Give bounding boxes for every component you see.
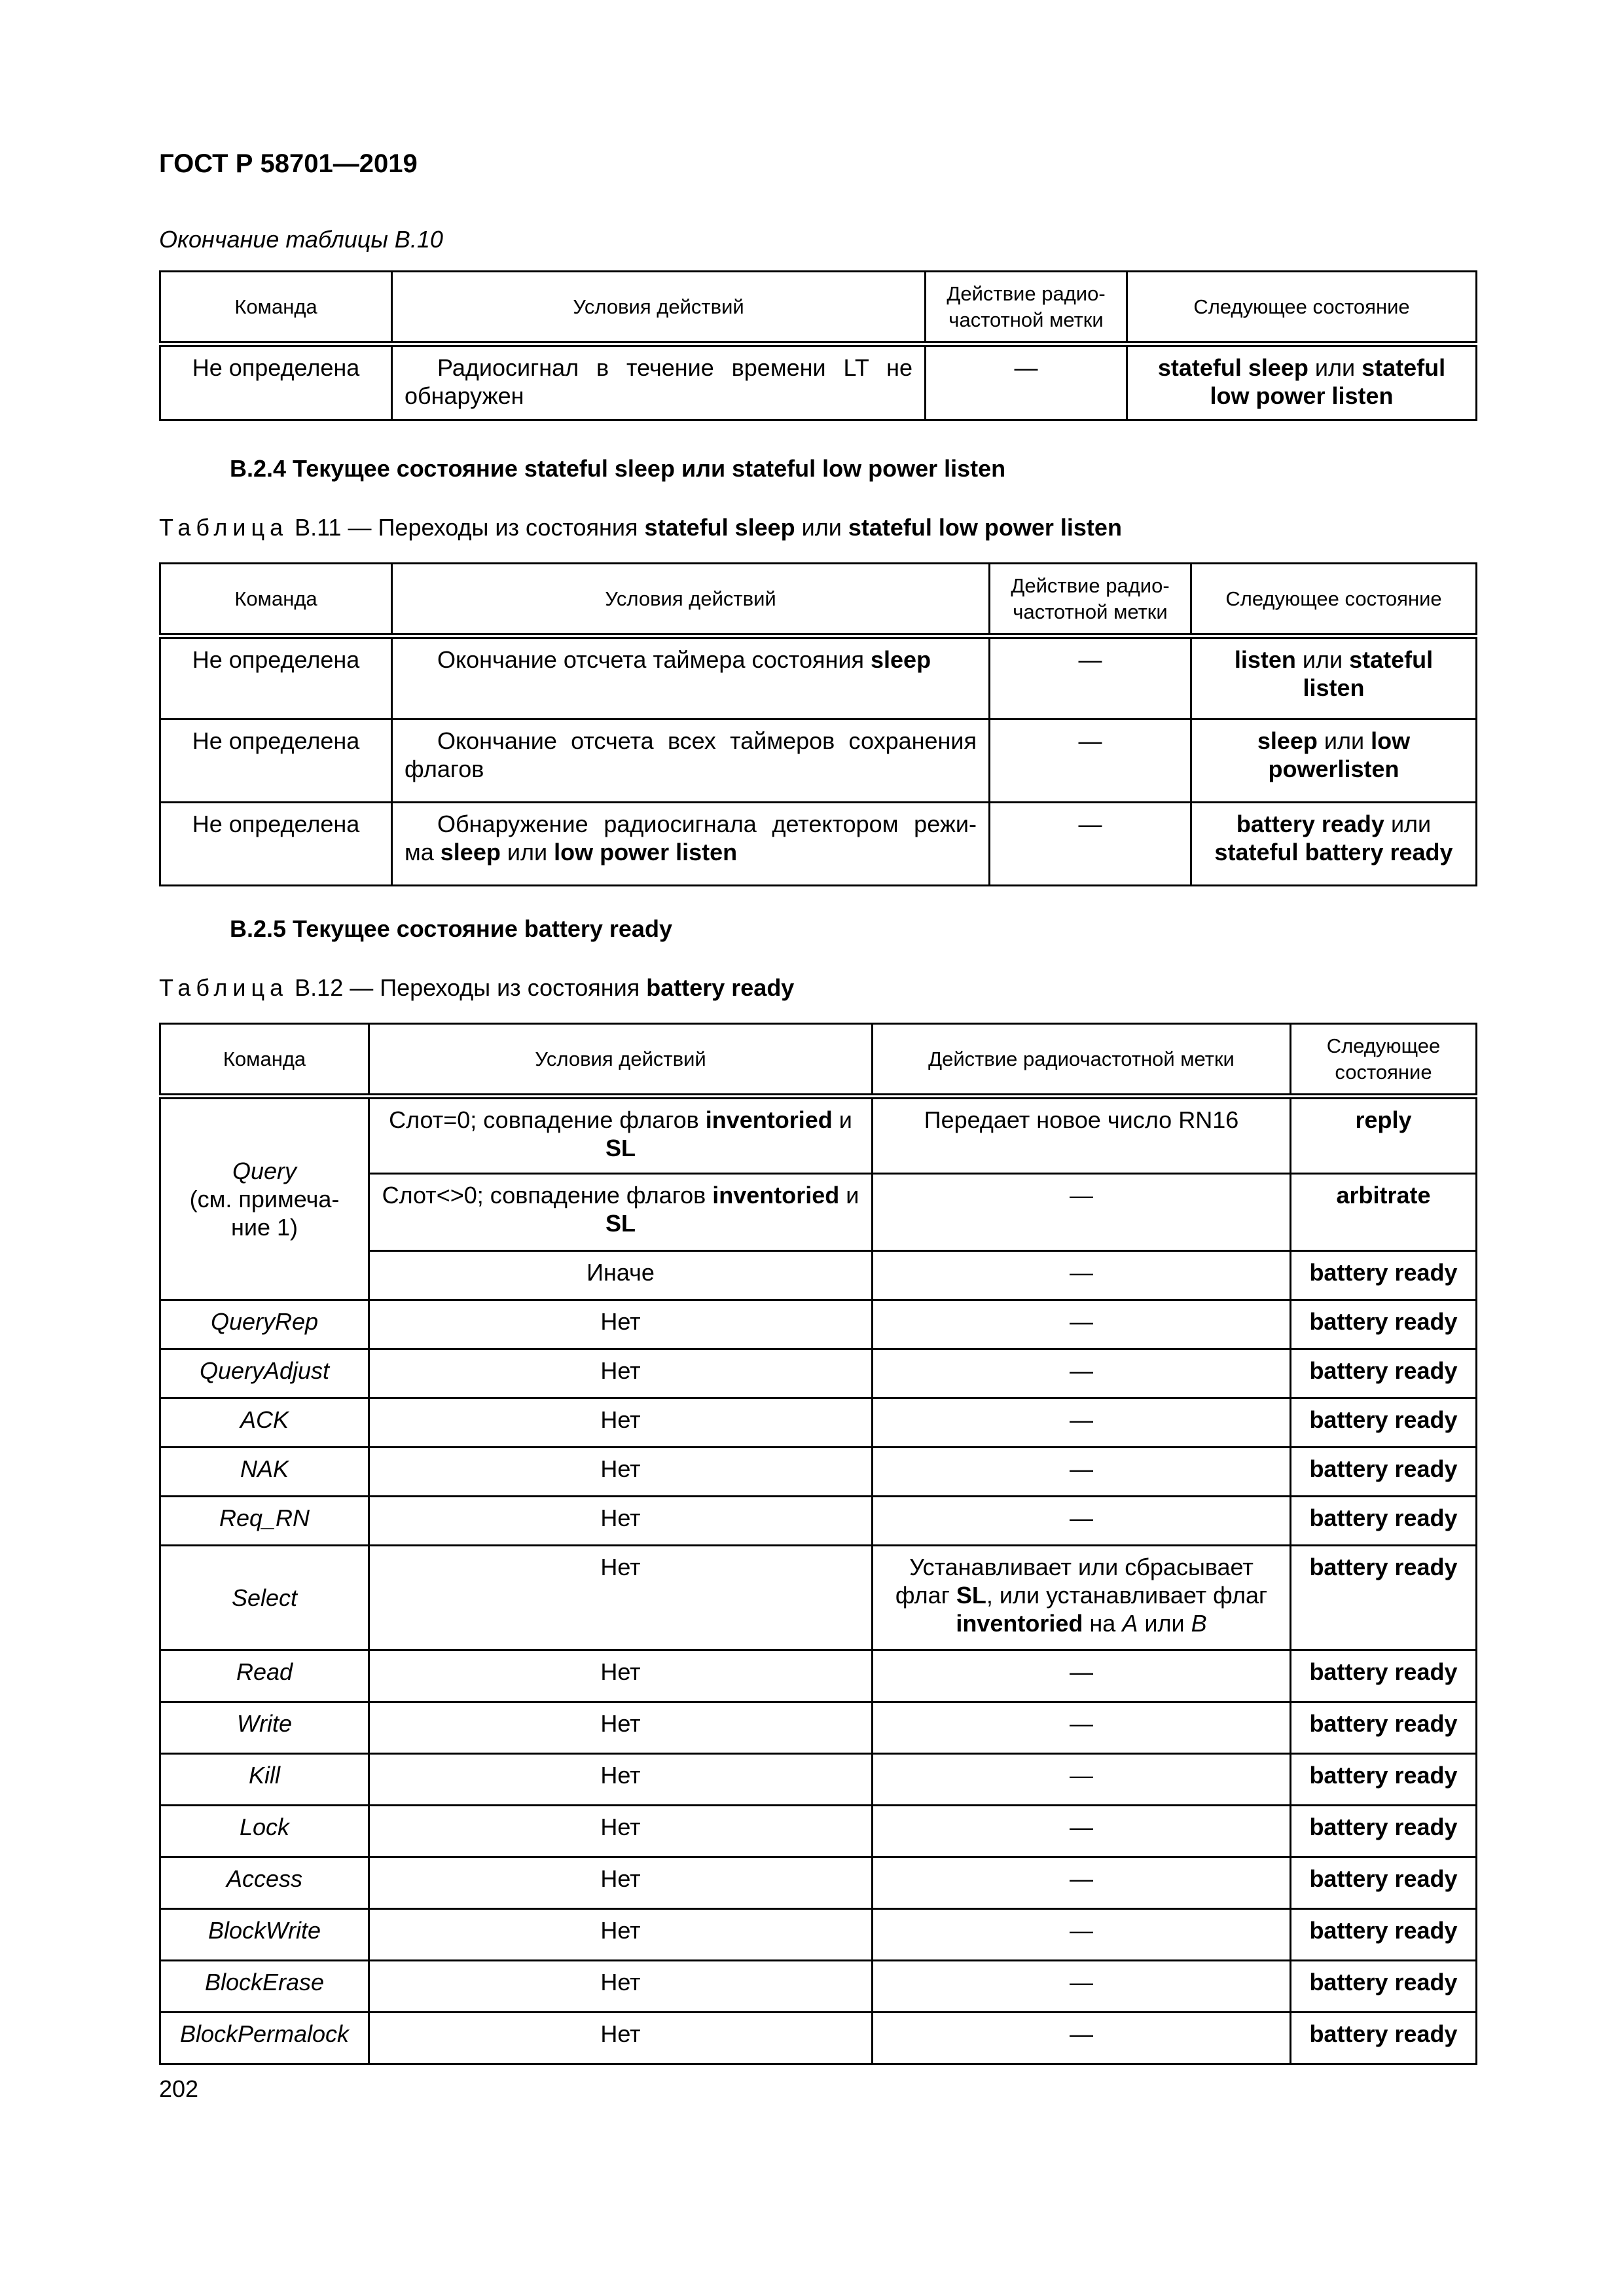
cell-condition: Радиосигнал в течение времени LT не обнаружен	[392, 344, 926, 420]
cell-next-state: battery ready	[1291, 1754, 1477, 1806]
cell-next-state: battery ready	[1291, 1909, 1477, 1961]
cell-command: Lock	[160, 1806, 369, 1857]
condition-state-2: low power listen	[554, 839, 738, 866]
next-state-b: stateful battery ready	[1214, 839, 1453, 866]
table-row	[160, 344, 1477, 420]
cell-next-state: battery ready	[1291, 1497, 1477, 1546]
flag-inventoried: inventoried	[712, 1182, 840, 1209]
cell-next-state: battery ready	[1291, 1251, 1477, 1300]
table-row	[160, 1497, 1477, 1546]
value-b: B	[1191, 1610, 1207, 1637]
cell-action: —	[990, 720, 1191, 803]
cell-action: —	[990, 803, 1191, 886]
action-text-4: или	[1138, 1610, 1191, 1637]
header-tag-action	[926, 272, 1127, 344]
cell-action: —	[873, 1251, 1291, 1300]
table-row	[160, 1300, 1477, 1349]
next-state-a: battery ready	[1236, 811, 1384, 837]
cell-condition: Нет	[369, 1398, 873, 1448]
cell-command: Не определена	[160, 803, 392, 886]
table-row	[160, 1650, 1477, 1702]
cell-action: —	[873, 1806, 1291, 1857]
cell-action: —	[873, 1857, 1291, 1909]
next-state-a: stateful sleep	[1157, 354, 1308, 381]
flag-inventoried: inventoried	[705, 1106, 833, 1133]
cell-next-state: battery ready	[1291, 1398, 1477, 1448]
table-row	[160, 1349, 1477, 1398]
condition-state: sleep	[871, 646, 931, 673]
cell-condition: Нет	[369, 1497, 873, 1546]
cell-action: —	[873, 1961, 1291, 2013]
cell-condition: Нет	[369, 1806, 873, 1857]
condition-and: и	[839, 1182, 859, 1209]
action-text-3: на	[1083, 1610, 1123, 1637]
cell-command: QueryAdjust	[160, 1349, 369, 1398]
table-header-row	[160, 1024, 1477, 1097]
cell-action: —	[873, 1754, 1291, 1806]
cell-next-state: battery ready	[1291, 1300, 1477, 1349]
next-state-b: low powerlisten	[1268, 727, 1411, 782]
table-row	[160, 636, 1477, 720]
cell-condition	[392, 636, 990, 720]
cell-command: NAK	[160, 1448, 369, 1497]
table-row	[160, 1754, 1477, 1806]
cell-condition: Нет	[369, 1546, 873, 1650]
cell-condition: Иначе	[369, 1251, 873, 1300]
header-tag-action	[990, 564, 1191, 636]
command-query: Query	[232, 1157, 297, 1184]
cell-action: —	[873, 1497, 1291, 1546]
cell-next-state: battery ready	[1291, 1349, 1477, 1398]
cell-next-state: battery ready	[1291, 1857, 1477, 1909]
header-conditions: Условия действий	[392, 564, 990, 636]
next-state-a: listen	[1234, 646, 1296, 673]
header-next-state: Следующее состояние	[1191, 564, 1477, 636]
cell-condition: Нет	[369, 1448, 873, 1497]
table-row	[160, 1857, 1477, 1909]
cell-action: —	[873, 2013, 1291, 2064]
next-state-a: sleep	[1257, 727, 1318, 754]
cell-condition: Нет	[369, 1857, 873, 1909]
cell-condition: Нет	[369, 1349, 873, 1398]
cell-action: —	[873, 1174, 1291, 1251]
cell-next-state	[1191, 720, 1477, 803]
cell-command: Не определена	[160, 636, 392, 720]
cell-command: BlockErase	[160, 1961, 369, 2013]
flag-sl: SL	[605, 1135, 636, 1161]
cell-action: —	[873, 1398, 1291, 1448]
condition-or: или	[500, 839, 554, 866]
section-heading-b24: В.2.4 Текущее состояние stateful sleep или stateful low power listen	[230, 455, 1006, 482]
cell-action: —	[990, 636, 1191, 720]
cell-command: Write	[160, 1702, 369, 1754]
cell-action	[873, 1546, 1291, 1650]
table-row-query-1	[160, 1097, 1477, 1174]
header-next-state-text: Следующее состояние	[1326, 1034, 1441, 1084]
cell-command: Read	[160, 1650, 369, 1702]
table-row	[160, 1398, 1477, 1448]
command-query-note: (см. примеча-ние 1)	[189, 1186, 340, 1241]
cell-action: —	[926, 344, 1127, 420]
table-row	[160, 1961, 1477, 2013]
header-tag-action: Действие радиочастотной метки	[873, 1024, 1291, 1097]
condition-text: Слот<>0; совпадение флагов	[382, 1182, 713, 1209]
header-conditions: Условия действий	[369, 1024, 873, 1097]
header-next-state: Следующее состояние	[1127, 272, 1477, 344]
page-number: 202	[159, 2075, 199, 2102]
cell-next-state: battery ready	[1291, 1650, 1477, 1702]
cell-command: Не определена	[160, 720, 392, 803]
table-b11-caption	[159, 514, 1122, 541]
cell-command: Select	[160, 1546, 369, 1650]
cell-next-state: battery ready	[1291, 1448, 1477, 1497]
cell-command: Req_RN	[160, 1497, 369, 1546]
next-state-b: stateful low power listen	[1210, 354, 1446, 409]
cell-command: Kill	[160, 1754, 369, 1806]
cell-condition: Нет	[369, 1754, 873, 1806]
table-row	[160, 1448, 1477, 1497]
table-b10-continuation-caption: Окончание таблицы В.10	[159, 226, 443, 253]
cell-next-state: arbitrate	[1291, 1174, 1477, 1251]
table-row	[160, 720, 1477, 803]
next-state-b: stateful listen	[1303, 646, 1434, 701]
table-b11	[159, 562, 1477, 886]
cell-condition	[369, 1097, 873, 1174]
condition-text: Слот=0; совпадение флагов	[389, 1106, 706, 1133]
caption-prefix: В.12 — Переходы из состояния	[288, 974, 647, 1001]
cell-condition: Окончание отсчета всех таймеров сохранения флагов	[392, 720, 990, 803]
header-tag-action-text: Действие радио- частотной метки	[1011, 574, 1170, 623]
flag-inventoried: inventoried	[956, 1610, 1083, 1637]
cell-action: —	[873, 1349, 1291, 1398]
cell-condition	[392, 803, 990, 886]
cell-action: Передает новое число RN16	[873, 1097, 1291, 1174]
header-next-state	[1291, 1024, 1477, 1097]
cell-next-state: battery ready	[1291, 2013, 1477, 2064]
table-row	[160, 803, 1477, 886]
header-tag-action-text: Действие радио- частотной метки	[947, 282, 1106, 331]
header-command: Команда	[160, 272, 392, 344]
caption-state-1: stateful sleep	[644, 514, 795, 541]
cell-condition: Нет	[369, 1300, 873, 1349]
cell-action: —	[873, 1300, 1291, 1349]
cell-next-state: battery ready	[1291, 1806, 1477, 1857]
table-row	[160, 1702, 1477, 1754]
next-state-or: или	[1317, 727, 1371, 754]
cell-condition	[369, 1174, 873, 1251]
action-text-2: , или устанавливает флаг	[986, 1582, 1268, 1609]
caption-mid: или	[795, 514, 848, 541]
cell-action: —	[873, 1448, 1291, 1497]
cell-next-state	[1191, 636, 1477, 720]
caption-prefix: В.11 — Переходы из состояния	[288, 514, 645, 541]
condition-text: Обнаружение радиосигнала детектором режи-ма	[405, 811, 977, 866]
caption-state-2: stateful low power listen	[848, 514, 1122, 541]
table-header-row	[160, 272, 1477, 344]
cell-command: BlockPermalock	[160, 2013, 369, 2064]
value-a: A	[1122, 1610, 1138, 1637]
section-heading-b25: В.2.5 Текущее состояние battery ready	[230, 915, 672, 942]
cell-condition: Нет	[369, 1650, 873, 1702]
cell-condition: Нет	[369, 1702, 873, 1754]
condition-and: и	[832, 1106, 852, 1133]
header-command: Команда	[160, 564, 392, 636]
caption-state: battery ready	[646, 974, 795, 1001]
table-row	[160, 2013, 1477, 2064]
action-text-1: Устанавливает или сбрасывает флаг	[895, 1554, 1254, 1609]
header-conditions: Условия действий	[392, 272, 926, 344]
cell-next-state	[1191, 803, 1477, 886]
cell-action: —	[873, 1650, 1291, 1702]
condition-text: Окончание отсчета таймера состояния	[437, 646, 871, 673]
cell-next-state	[1127, 344, 1477, 420]
table-row	[160, 1909, 1477, 1961]
table-b10	[159, 270, 1477, 421]
cell-condition: Нет	[369, 1909, 873, 1961]
header-command: Команда	[160, 1024, 369, 1097]
next-state-or: или	[1384, 811, 1432, 837]
next-state-or: или	[1308, 354, 1362, 381]
cell-command: QueryRep	[160, 1300, 369, 1349]
table-header-row	[160, 564, 1477, 636]
cell-command: ACK	[160, 1398, 369, 1448]
next-state-or: или	[1295, 646, 1350, 673]
flag-sl: SL	[956, 1582, 986, 1609]
table-b12-caption	[159, 974, 794, 1002]
cell-condition: Нет	[369, 2013, 873, 2064]
cell-command: Access	[160, 1857, 369, 1909]
cell-command: Не определена	[160, 344, 392, 420]
cell-command: BlockWrite	[160, 1909, 369, 1961]
table-row-select	[160, 1546, 1477, 1650]
cell-next-state: battery ready	[1291, 1546, 1477, 1650]
cell-command-query	[160, 1097, 369, 1300]
cell-next-state: reply	[1291, 1097, 1477, 1174]
condition-state-1: sleep	[440, 839, 501, 866]
flag-sl: SL	[605, 1210, 636, 1237]
cell-action: —	[873, 1702, 1291, 1754]
document-code: ГОСТ Р 58701—2019	[159, 149, 418, 178]
table-b12	[159, 1023, 1477, 2065]
cell-next-state: battery ready	[1291, 1702, 1477, 1754]
caption-word: Таблица	[159, 974, 289, 1001]
table-row	[160, 1806, 1477, 1857]
cell-action: —	[873, 1909, 1291, 1961]
caption-word: Таблица	[159, 514, 289, 541]
cell-next-state: battery ready	[1291, 1961, 1477, 2013]
cell-condition: Нет	[369, 1961, 873, 2013]
